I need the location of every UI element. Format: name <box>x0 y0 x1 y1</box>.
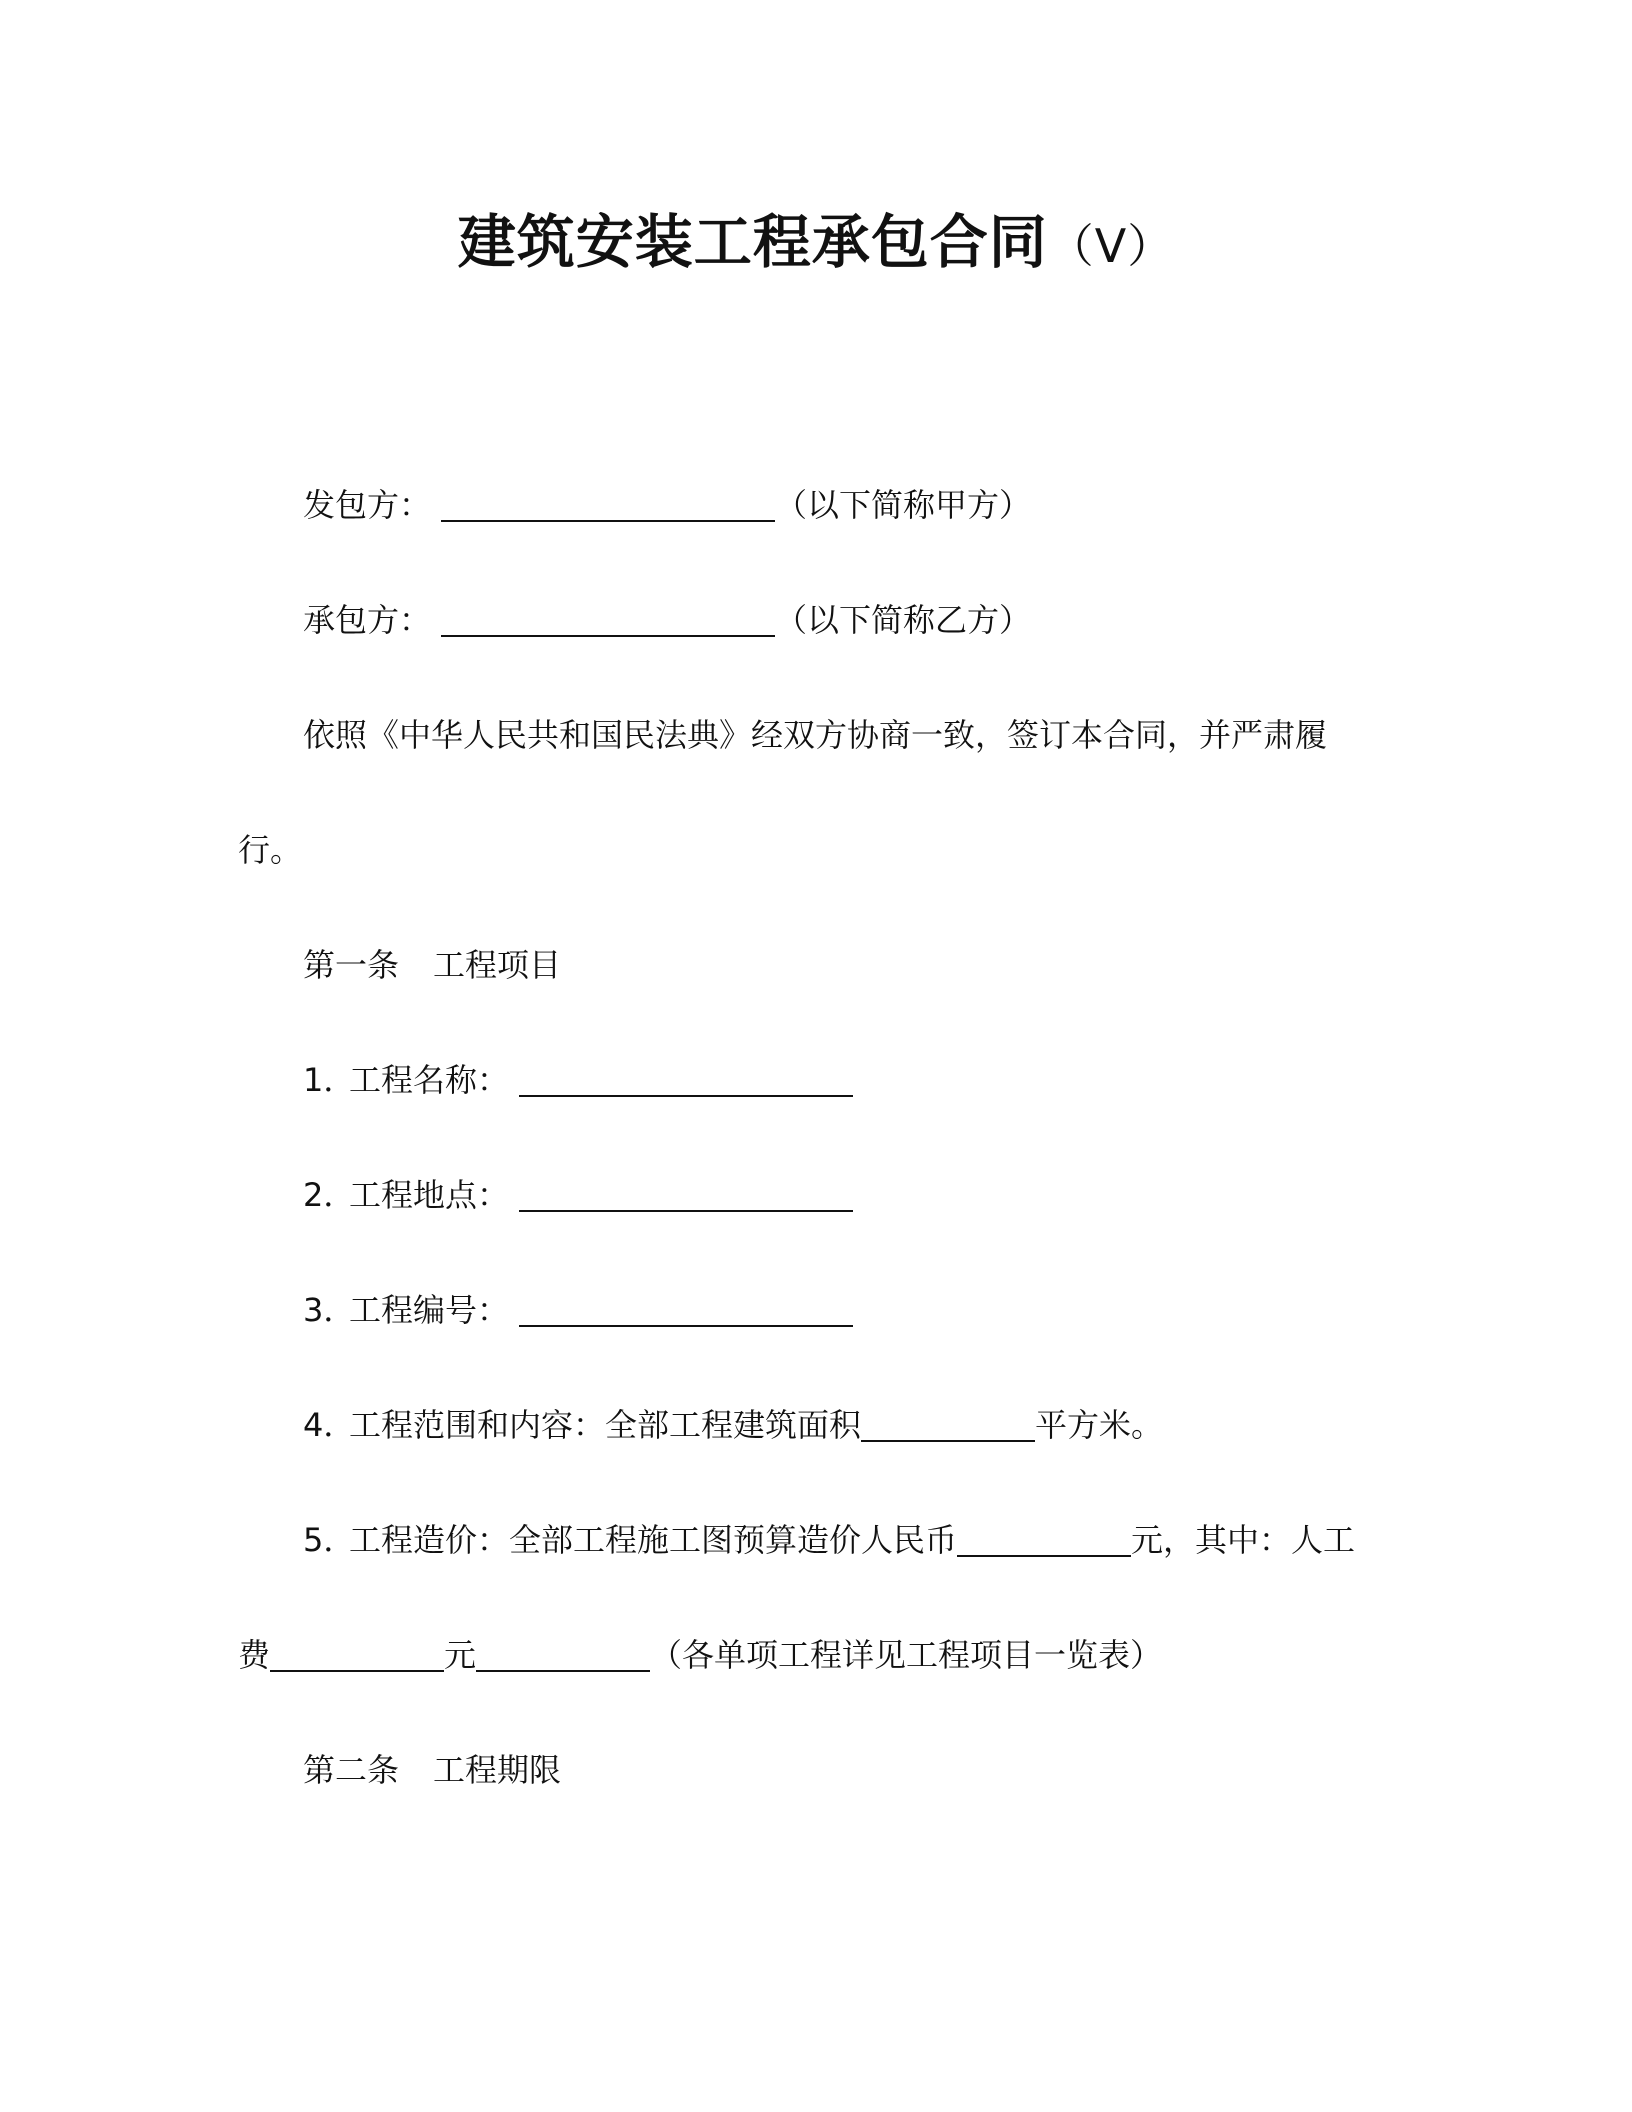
project-location-blank[interactable] <box>519 1176 853 1212</box>
labor-fee-blank[interactable] <box>270 1636 444 1672</box>
party-b-blank[interactable] <box>441 601 775 637</box>
item-project-scope <box>303 1405 1163 1445</box>
item-label: 工程编号： <box>349 1291 510 1329</box>
party-b-label: 承包方： <box>303 601 432 639</box>
article-1-title: 工程项目 <box>433 946 562 984</box>
scope-text: 工程范围和内容：全部工程建筑面积 <box>349 1406 862 1444</box>
party-b-line <box>303 600 1031 640</box>
scope-suffix: 平方米。 <box>1035 1406 1164 1444</box>
article-2-number: 第二条 <box>303 1751 400 1789</box>
item-project-cost <box>303 1520 1355 1560</box>
document-title <box>0 195 1632 279</box>
party-a-note: （以下简称甲方） <box>775 486 1032 524</box>
item-label: 工程名称： <box>349 1061 510 1099</box>
project-code-blank[interactable] <box>519 1291 853 1327</box>
item-number: 5． <box>303 1521 356 1559</box>
item-label: 工程地点： <box>349 1176 510 1214</box>
project-name-blank[interactable] <box>519 1061 853 1097</box>
article-2-heading <box>303 1750 561 1790</box>
party-b-note: （以下简称乙方） <box>775 601 1032 639</box>
item-number: 3． <box>303 1291 356 1329</box>
labor-fee-prefix: 费 <box>238 1636 271 1674</box>
article-2-title: 工程期限 <box>433 1751 562 1789</box>
area-blank[interactable] <box>861 1406 1035 1442</box>
cost-suffix: 元，其中：人工 <box>1131 1521 1356 1559</box>
article-1-number: 第一条 <box>303 946 400 984</box>
item-number: 2． <box>303 1176 356 1214</box>
other-fee-blank[interactable] <box>476 1636 650 1672</box>
party-a-line <box>303 485 1031 525</box>
title-text: 建筑安装工程承包合同 <box>457 208 1048 276</box>
item-number: 1． <box>303 1061 356 1099</box>
item-number: 4． <box>303 1406 356 1444</box>
item-project-cost-line-2 <box>238 1635 1162 1675</box>
article-1-heading <box>303 945 561 985</box>
item-project-name <box>303 1060 853 1100</box>
party-a-blank[interactable] <box>441 486 775 522</box>
item-project-code <box>303 1290 853 1330</box>
title-suffix: （V） <box>1047 219 1175 273</box>
labor-fee-unit: 元 <box>444 1636 477 1674</box>
preamble-line-2: 行。 <box>238 831 303 869</box>
party-a-label: 发包方： <box>303 486 432 524</box>
cost-note: （各单项工程详见工程项目一览表） <box>650 1636 1163 1674</box>
item-project-location <box>303 1175 853 1215</box>
preamble-line-1: 依照《中华人民共和国民法典》经双方协商一致，签订本合同，并严肃履 <box>303 716 1328 754</box>
cost-text: 工程造价：全部工程施工图预算造价人民币 <box>349 1521 958 1559</box>
total-cost-blank[interactable] <box>957 1521 1131 1557</box>
